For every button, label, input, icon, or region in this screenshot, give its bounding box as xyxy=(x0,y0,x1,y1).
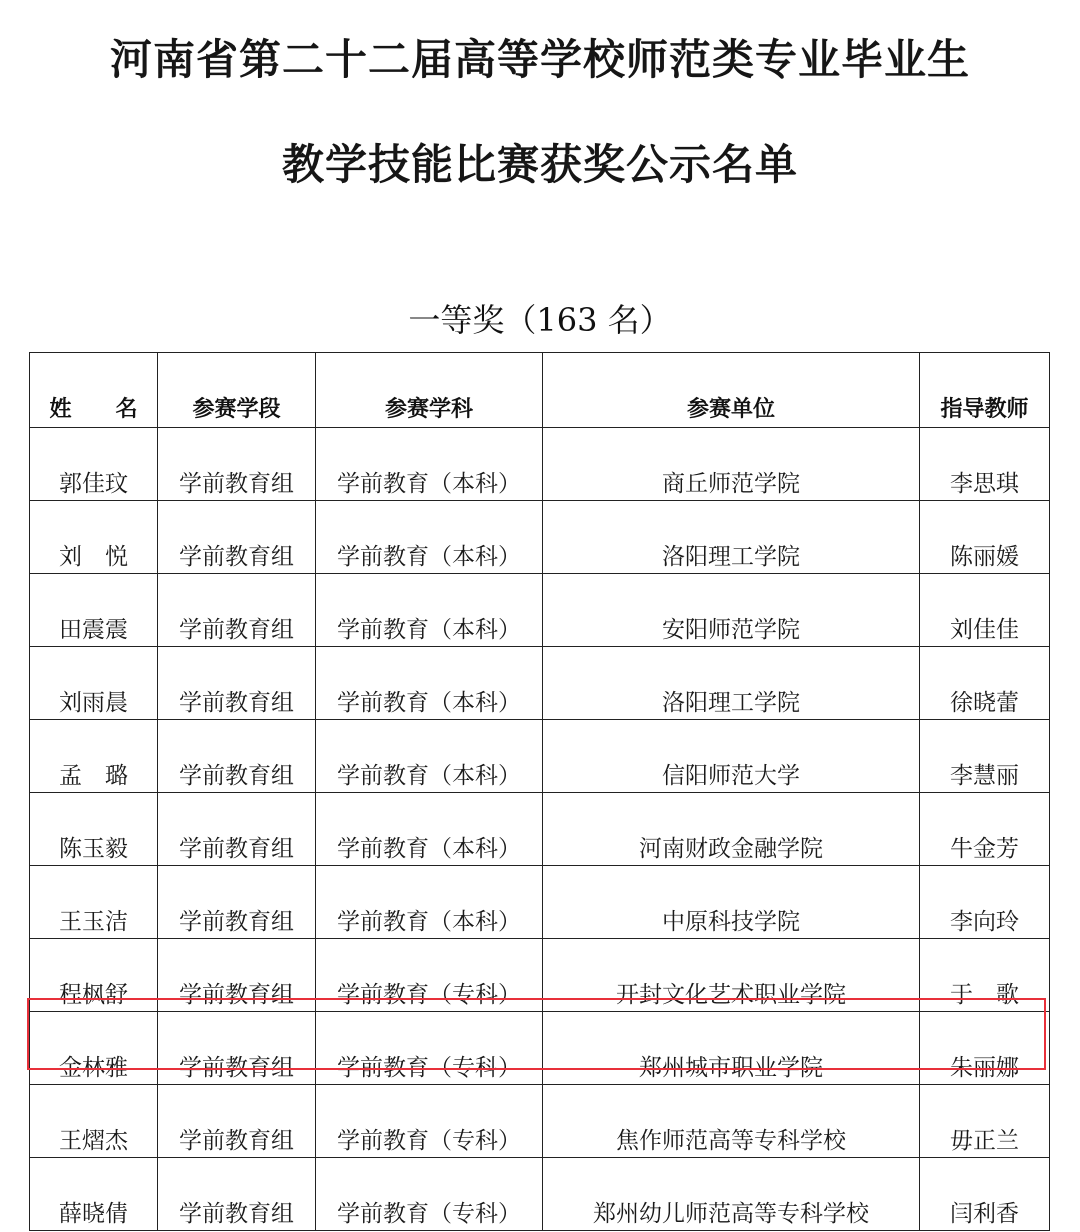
cell-level: 学前教育组 xyxy=(158,501,316,574)
cell-teacher: 李向玲 xyxy=(920,866,1050,939)
cell-unit: 郑州城市职业学院 xyxy=(543,1012,920,1085)
cell-unit: 安阳师范学院 xyxy=(543,574,920,647)
cell-name: 孟 璐 xyxy=(30,720,158,793)
cell-teacher: 李思琪 xyxy=(920,428,1050,501)
cell-name: 程枫舒 xyxy=(30,939,158,1012)
document-title-line-2: 教学技能比赛获奖公示名单 xyxy=(281,140,798,189)
table-row xyxy=(30,720,1050,793)
award-section-title: 一等奖（163 名） xyxy=(408,301,672,339)
cell-teacher: 闫利香 xyxy=(920,1158,1050,1231)
cell-level: 学前教育组 xyxy=(158,574,316,647)
cell-teacher: 刘佳佳 xyxy=(920,574,1050,647)
cell-name: 王玉洁 xyxy=(30,866,158,939)
cell-level: 学前教育组 xyxy=(158,647,316,720)
cell-subject: 学前教育（本科） xyxy=(316,574,543,647)
cell-name: 刘 悦 xyxy=(30,501,158,574)
table-row xyxy=(30,647,1050,720)
cell-teacher: 于 歌 xyxy=(920,939,1050,1012)
cell-level: 学前教育组 xyxy=(158,866,316,939)
cell-name: 王熠杰 xyxy=(30,1085,158,1158)
document-title-line-1: 河南省第二十二届高等学校师范类专业毕业生 xyxy=(109,35,970,84)
cell-subject: 学前教育（本科） xyxy=(316,428,543,501)
cell-name: 陈玉毅 xyxy=(30,793,158,866)
header-subject: 参赛学科 xyxy=(316,353,543,428)
table-row xyxy=(30,793,1050,866)
cell-teacher: 牛金芳 xyxy=(920,793,1050,866)
cell-teacher: 陈丽媛 xyxy=(920,501,1050,574)
cell-unit: 河南财政金融学院 xyxy=(543,793,920,866)
table-row xyxy=(30,574,1050,647)
table-row xyxy=(30,428,1050,501)
cell-subject: 学前教育（本科） xyxy=(316,720,543,793)
cell-level: 学前教育组 xyxy=(158,428,316,501)
cell-unit: 洛阳理工学院 xyxy=(543,501,920,574)
cell-level: 学前教育组 xyxy=(158,939,316,1012)
cell-teacher: 毋正兰 xyxy=(920,1085,1050,1158)
cell-subject: 学前教育（专科） xyxy=(316,1012,543,1085)
cell-level: 学前教育组 xyxy=(158,1158,316,1231)
header-unit: 参赛单位 xyxy=(543,353,920,428)
cell-unit: 开封文化艺术职业学院 xyxy=(543,939,920,1012)
cell-subject: 学前教育（专科） xyxy=(316,1158,543,1231)
cell-unit: 商丘师范学院 xyxy=(543,428,920,501)
table-row xyxy=(30,501,1050,574)
table-header-row xyxy=(30,353,1050,428)
cell-subject: 学前教育（本科） xyxy=(316,793,543,866)
cell-unit: 信阳师范大学 xyxy=(543,720,920,793)
table-row xyxy=(30,1085,1050,1158)
cell-unit: 郑州幼儿师范高等专科学校 xyxy=(543,1158,920,1231)
header-name: 姓 名 xyxy=(30,353,158,428)
header-teacher: 指导教师 xyxy=(920,353,1050,428)
cell-name: 金林雅 xyxy=(30,1012,158,1085)
cell-subject: 学前教育（本科） xyxy=(316,647,543,720)
cell-level: 学前教育组 xyxy=(158,793,316,866)
cell-unit: 中原科技学院 xyxy=(543,866,920,939)
cell-name: 刘雨晨 xyxy=(30,647,158,720)
table-row-highlighted xyxy=(30,1012,1050,1085)
table-row xyxy=(30,1158,1050,1231)
cell-subject: 学前教育（专科） xyxy=(316,1085,543,1158)
cell-subject: 学前教育（专科） xyxy=(316,939,543,1012)
header-level: 参赛学段 xyxy=(158,353,316,428)
cell-teacher: 徐晓蕾 xyxy=(920,647,1050,720)
cell-name: 田震震 xyxy=(30,574,158,647)
cell-unit: 焦作师范高等专科学校 xyxy=(543,1085,920,1158)
table-row xyxy=(30,939,1050,1012)
cell-level: 学前教育组 xyxy=(158,1085,316,1158)
cell-level: 学前教育组 xyxy=(158,720,316,793)
cell-name: 薛晓倩 xyxy=(30,1158,158,1231)
cell-teacher: 李慧丽 xyxy=(920,720,1050,793)
cell-teacher: 朱丽娜 xyxy=(920,1012,1050,1085)
table-row xyxy=(30,866,1050,939)
cell-subject: 学前教育（本科） xyxy=(316,866,543,939)
cell-name: 郭佳玟 xyxy=(30,428,158,501)
award-winners-table xyxy=(29,352,1050,1231)
cell-subject: 学前教育（本科） xyxy=(316,501,543,574)
cell-level: 学前教育组 xyxy=(158,1012,316,1085)
cell-unit: 洛阳理工学院 xyxy=(543,647,920,720)
